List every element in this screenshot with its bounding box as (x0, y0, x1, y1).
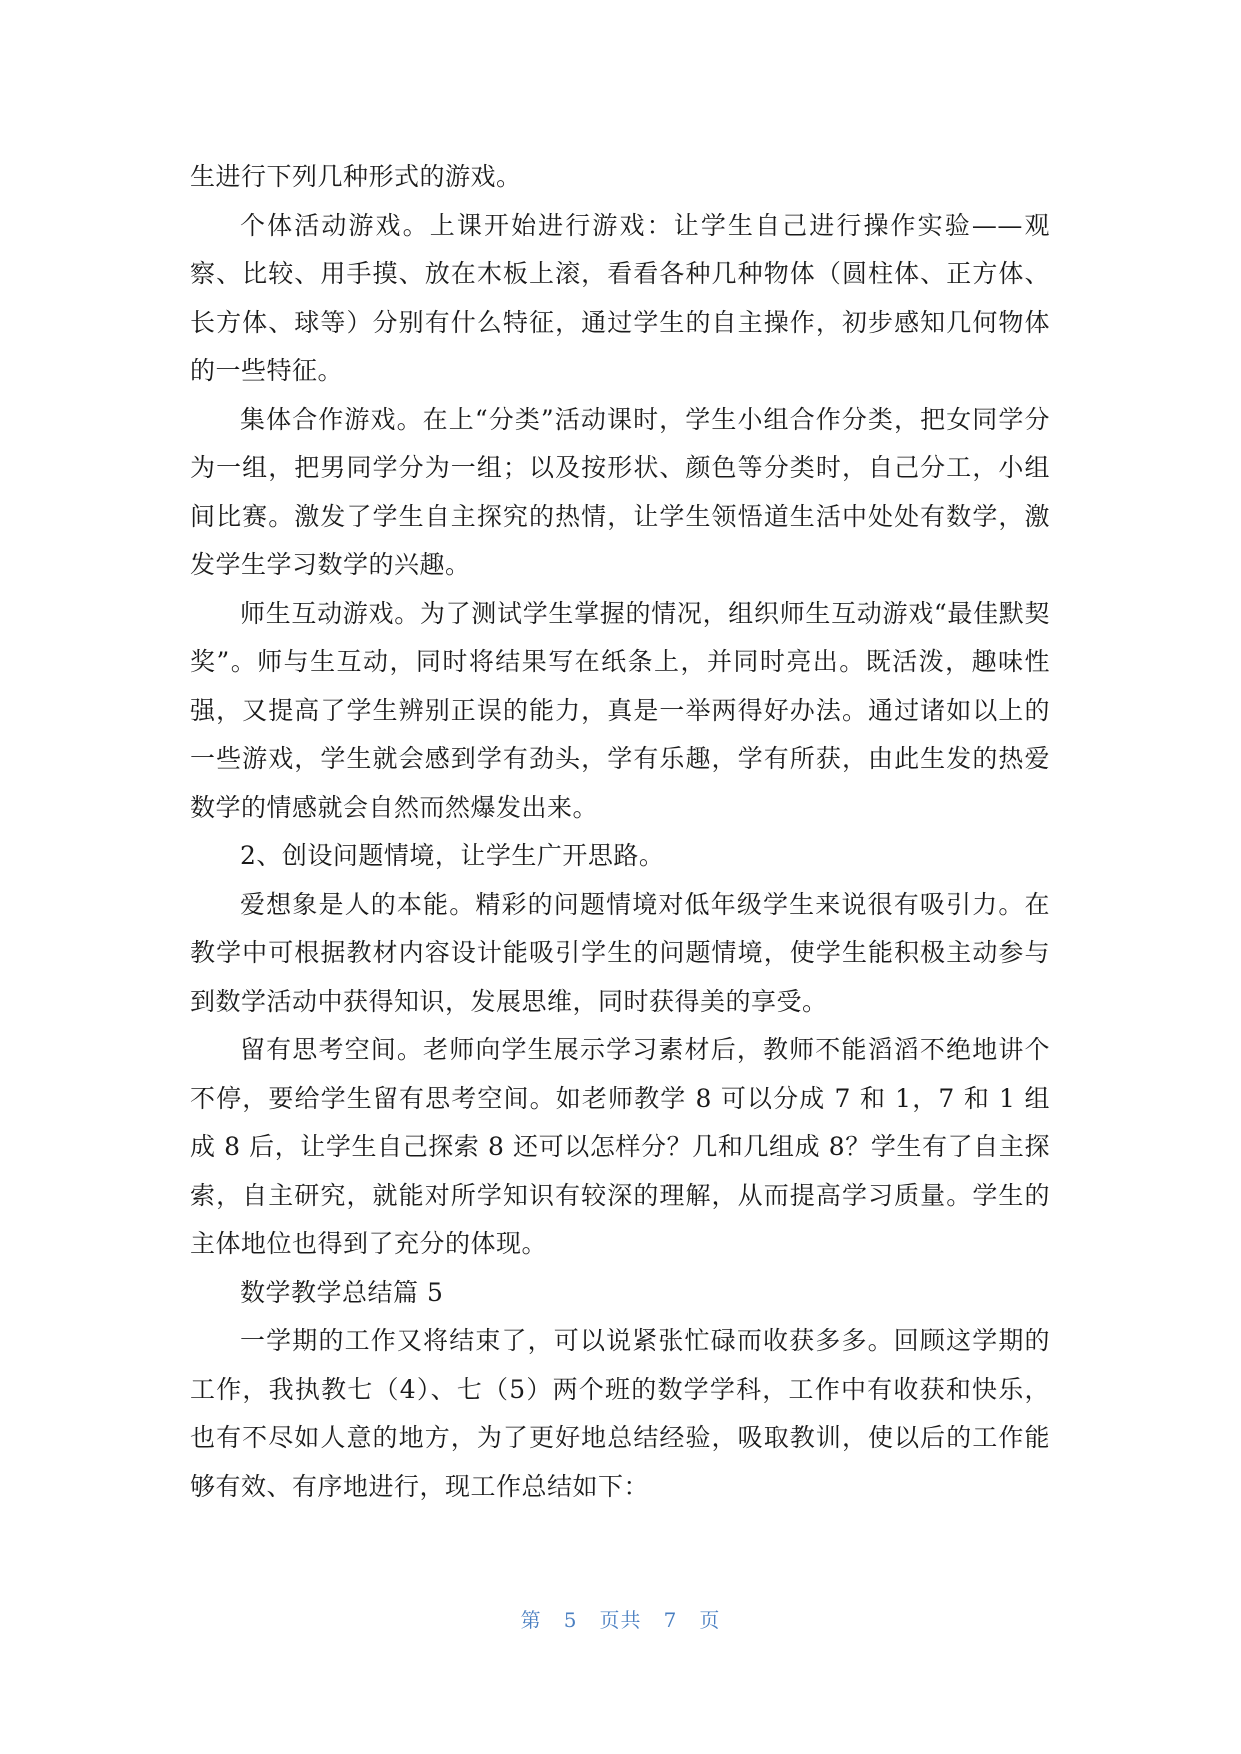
paragraph: 生进行下列几种形式的游戏。 (190, 162, 522, 191)
paragraph: 集体合作游戏。在上“分类”活动课时，学生小组合作分类，把女同学分为一组，把男同学分为一组；以及按形状、颜色等分类时，自己分工，小组间比赛。激发了学生自主探究的热情，让学生领悟道生活中处处有数学，激发学生学习数学的兴趣。 (190, 404, 1050, 579)
current-page-number: 5 (563, 1608, 578, 1632)
footer-prefix: 第 (520, 1608, 542, 1632)
paragraph: 一学期的工作又将结束了，可以说紧张忙碌而收获多多。回顾这学期的工作，我执教七（4）、七（5）两个班的数学学科，工作中有收获和快乐，也有不尽如人意的地方，为了更好地总结经验，吸取教训，使以后的工作能够有效、有序地进行，现工作总结如下： (190, 1326, 1050, 1501)
document-body (190, 153, 1050, 1511)
section-heading: 2、创设问题情境，让学生广开思路。 (240, 841, 665, 870)
footer-suffix: 页 (699, 1608, 721, 1632)
paragraph: 个体活动游戏。上课开始进行游戏：让学生自己进行操作实验——观察、比较、用手摸、放在木板上滚，看看各种几种物体（圆柱体、正方体、长方体、球等）分别有什么特征，通过学生的自主操作，初步感知几何物体的一些特征。 (190, 210, 1050, 385)
paragraph: 师生互动游戏。为了测试学生掌握的情况，组织师生互动游戏“最佳默契奖”。师与生互动，同时将结果写在纸条上，并同时亮出。既活泼，趣味性强，又提高了学生辨别正误的能力，真是一举两得好办法。通过诸如以上的一些游戏，学生就会感到学有劲头，学有乐趣，学有所获，由此生发的热爱数学的情感就会自然而然爆发出来。 (190, 598, 1050, 822)
paragraph: 留有思考空间。老师向学生展示学习素材后，教师不能滔滔不绝地讲个不停，要给学生留有思考空间。如老师教学 8 可以分成 7 和 1，7 和 1 组成 8 后，让学生自己探索 8 还可以怎样分？几和几组成 8？学生有了自主探索，自主研究，就能对所学知识有较深的理解，从而提高学习质量。学生的主体地位也得到了充分的体现。 (190, 1035, 1050, 1258)
footer-middle: 页共 (599, 1608, 642, 1632)
total-pages-number: 7 (663, 1608, 678, 1632)
section-title: 数学教学总结篇 5 (240, 1277, 444, 1307)
paragraph: 爱想象是人的本能。精彩的问题情境对低年级学生来说很有吸引力。在教学中可根据教材内容设计能吸引学生的问题情境，使学生能积极主动参与到数学活动中获得知识，发展思维，同时获得美的享受。 (190, 889, 1050, 1016)
page-footer (0, 1604, 1241, 1633)
